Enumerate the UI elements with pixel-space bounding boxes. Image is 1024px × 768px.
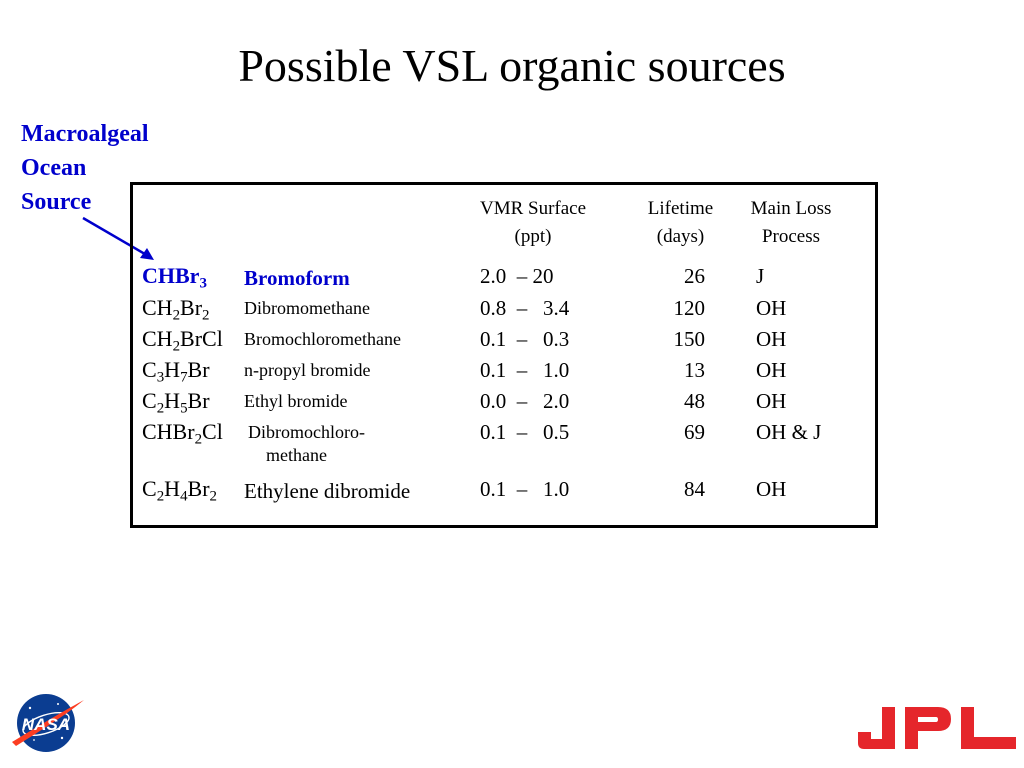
loss-process: J bbox=[756, 264, 765, 288]
jpl-logo bbox=[858, 704, 1016, 752]
formula-cell: $CH_2BrCl$ bbox=[142, 326, 223, 355]
sources-table bbox=[130, 182, 878, 528]
header-loss-unit: Process bbox=[761, 226, 821, 247]
vmr-range: 0.0 – 2.0 bbox=[480, 389, 570, 413]
compound-name: n-propyl bromide bbox=[244, 360, 371, 380]
header-loss bbox=[731, 195, 851, 251]
compound-name: Bromoform bbox=[244, 266, 350, 290]
loss-process: OH bbox=[756, 327, 787, 351]
lifetime-value: 120 bbox=[673, 296, 705, 320]
compound-name: Dibromochloro- methane bbox=[248, 422, 365, 465]
header-vmr bbox=[453, 195, 613, 251]
vmr-range: 0.1 – 1.0 bbox=[480, 358, 570, 382]
lifetime-value: 84 bbox=[684, 477, 705, 501]
compound-name: Ethylene dibromide bbox=[244, 479, 411, 503]
lifetime-value: 48 bbox=[684, 389, 705, 413]
vmr-range: 0.8 – 3.4 bbox=[480, 296, 570, 320]
header-lifetime-unit: (days) bbox=[656, 226, 705, 247]
formula-cell: $C_3H_7Br$ bbox=[142, 357, 210, 386]
formula-cell: CHBr$_2$Cl bbox=[142, 419, 223, 448]
svg-text:NASA: NASA bbox=[21, 715, 71, 734]
loss-process: OH bbox=[756, 296, 787, 320]
lifetime-value: 26 bbox=[684, 264, 705, 288]
callout-line: Macroalgeal bbox=[21, 121, 149, 147]
lifetime-value: 13 bbox=[684, 358, 705, 382]
vmr-range: 0.1 – 0.5 bbox=[480, 420, 570, 444]
nasa-meatball-logo bbox=[10, 690, 86, 756]
loss-process: OH bbox=[756, 389, 787, 413]
callout-line: Ocean bbox=[21, 155, 87, 181]
formula-cell: CHBr$_3$ bbox=[142, 263, 207, 292]
vmr-range: 0.1 – 0.3 bbox=[480, 327, 570, 351]
formula-cell: $CH_2Br_2$ bbox=[142, 295, 210, 324]
loss-process: OH & J bbox=[756, 420, 822, 444]
formula-cell: $C_2H_4Br_2$ bbox=[142, 476, 218, 505]
lifetime-value: 150 bbox=[673, 327, 705, 351]
slide-title: Possible VSL organic sources bbox=[238, 40, 786, 91]
header-lifetime bbox=[623, 195, 738, 251]
header-loss-label: Main Loss bbox=[750, 198, 832, 219]
callout-line: Source bbox=[21, 189, 92, 215]
compound-name: Bromochloromethane bbox=[244, 329, 401, 349]
header-vmr-unit: (ppt) bbox=[514, 226, 552, 247]
header-vmr-label: VMR Surface bbox=[479, 198, 587, 219]
header-lifetime-label: Lifetime bbox=[647, 198, 714, 219]
formula-cell: $C_2H_5Br$ bbox=[142, 388, 210, 417]
vmr-range: 2.0 – 20 bbox=[480, 264, 554, 288]
loss-process: OH bbox=[756, 477, 787, 501]
compound-name: Ethyl bromide bbox=[244, 391, 348, 411]
vmr-range: 0.1 – 1.0 bbox=[480, 477, 570, 501]
lifetime-value: 69 bbox=[684, 420, 705, 444]
loss-process: OH bbox=[756, 358, 787, 382]
compound-name: Dibromomethane bbox=[244, 298, 370, 318]
